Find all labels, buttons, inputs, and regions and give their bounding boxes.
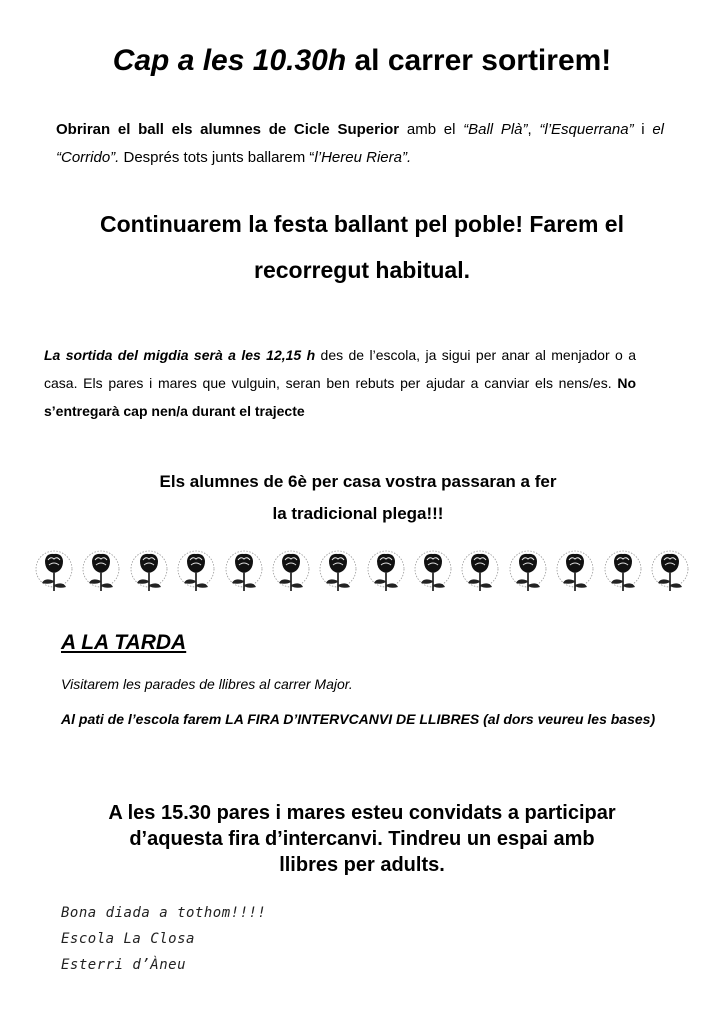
rose-icon: [366, 545, 406, 595]
invitation-text: [40, 800, 684, 878]
intro-paragraph: [56, 116, 664, 172]
rose-icon: [129, 545, 169, 595]
title-rest: al carrer sortirem!: [346, 44, 612, 77]
rose-divider: [34, 545, 690, 595]
intro-dance-2: “l’Esquerrana”: [539, 121, 634, 138]
rose-icon: [224, 545, 264, 595]
continue-heading: Continuarem la festa ballant pel poble! Farem el recorregut habitual.: [99, 211, 624, 283]
plega-announcement: [60, 466, 656, 530]
midday-paragraph: [44, 341, 636, 425]
page-title: [0, 44, 724, 78]
signature-line-1: Bona diada a tothom!!!!: [61, 905, 267, 921]
rose-icon: [318, 545, 358, 595]
midday-warning: No s’entregarà cap nen/a durant el trajecte: [44, 375, 636, 419]
rose-icon: [650, 545, 690, 595]
invite-line-2: d’aquesta fira d’intercanvi. Tindreu un espai amb: [129, 828, 595, 850]
rose-icon: [460, 545, 500, 595]
intro-bold: Obriran el ball els alumnes de Cicle Superior: [56, 121, 400, 138]
midday-time: La sortida del migdia serà a les 12,15 h: [44, 347, 316, 363]
rose-icon: [81, 545, 121, 595]
intro-dance-1: “Ball Plà”: [463, 121, 528, 138]
rose-icon: [413, 545, 453, 595]
plega-line-1: Els alumnes de 6è per casa vostra passaran a fer: [159, 472, 557, 491]
afternoon-heading: A LA TARDA: [61, 631, 187, 654]
title-time: Cap a les 10.30h: [112, 44, 347, 77]
rose-icon: [34, 545, 74, 595]
invite-line-3: llibres per adults.: [279, 854, 445, 876]
intro-text-4: Després tots junts ballarem “: [119, 149, 315, 166]
rose-icon: [271, 545, 311, 595]
rose-icon: [603, 545, 643, 595]
midday-text: des de l’escola, ja sigui per anar al menjador o a casa. Els pares i mares que vulguin, seran ben rebuts per ajudar a canviar els nens/es.: [44, 347, 636, 391]
signature-line-3: Esterri d’Àneu: [61, 957, 187, 973]
intro-text-2: ,: [527, 121, 540, 138]
signature: [61, 900, 266, 978]
signature-line-2: Escola La Closa: [61, 931, 195, 947]
afternoon-line-2: Al pati de l’escola farem LA FIRA D’INTERVCANVI DE LLIBRES (al dors veureu les bases): [61, 711, 656, 727]
intro-text-1: amb el: [399, 121, 464, 138]
afternoon-line-1: Visitarem les parades de llibres al carrer Major.: [61, 676, 353, 692]
intro-dance-4: l’Hereu Riera”.: [314, 149, 412, 166]
rose-icon: [555, 545, 595, 595]
invite-line-1: A les 15.30 pares i mares esteu convidats a participar: [108, 802, 616, 824]
plega-line-2: la tradicional plega!!!: [272, 504, 444, 523]
intro-text-3: i: [633, 121, 653, 138]
rose-icon: [176, 545, 216, 595]
intro-dance-3: el “Corrido”.: [56, 121, 665, 166]
rose-icon: [508, 545, 548, 595]
